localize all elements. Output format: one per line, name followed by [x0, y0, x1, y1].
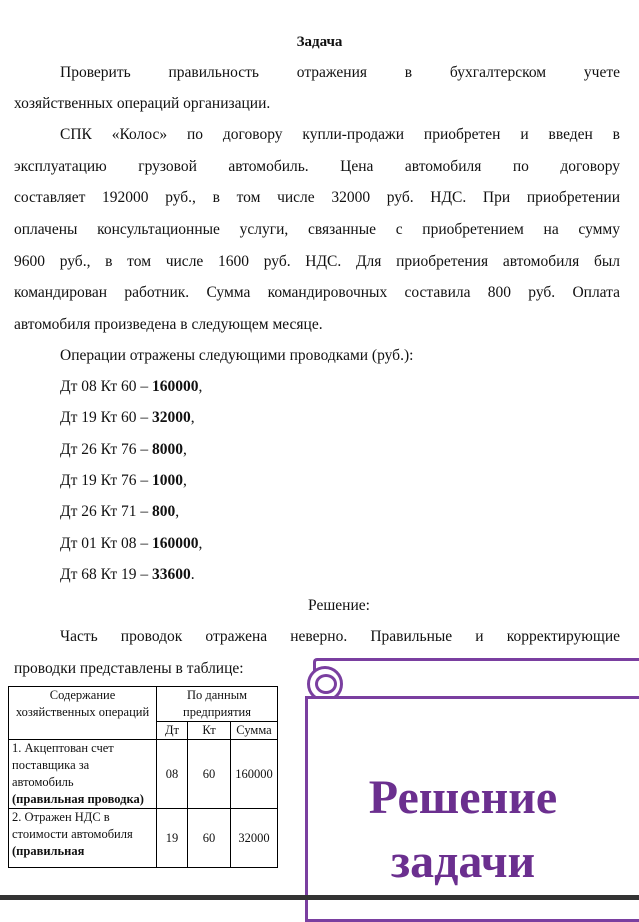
- table-cell-content: 2. Отражен НДС в стоимости автомобиля (правильная: [9, 809, 157, 868]
- entry-3: Дт 26 Кт 76 – 8000,: [60, 441, 187, 458]
- table-cell-content: 1. Акцептован счет поставщика за автомобиль (правильная проводка): [9, 740, 157, 809]
- table-cell-sum: 160000: [231, 740, 278, 809]
- para2-line5: 9600 руб., в том числе 1600 руб. НДС. Для приобретения автомобиля был: [14, 253, 620, 270]
- entries-table: [8, 686, 278, 868]
- para2-line1: СПК «Колос» по договору купли-продажи приобретен и введен в: [60, 126, 620, 143]
- table-cell-dt: 19: [157, 809, 188, 868]
- table-col-dt: Дт: [157, 722, 188, 740]
- table-row: [9, 809, 278, 868]
- table-header-company: По данным предприятия: [157, 687, 278, 722]
- table-col-sum: Сумма: [231, 722, 278, 740]
- table-cell-sum: 32000: [231, 809, 278, 868]
- bottom-edge: [0, 895, 639, 900]
- para1-line1: Проверить правильность отражения в бухгалтерском учете: [60, 64, 620, 81]
- solution-banner: [303, 656, 639, 906]
- doc-title: Задача: [296, 34, 343, 50]
- para2-line2: эксплуатацию грузовой автомобиль. Цена автомобиля по договору: [14, 158, 620, 175]
- para2-line3: составляет 192000 руб., в том числе 32000 руб. НДС. При приобретении: [14, 189, 620, 206]
- table-cell-kt: 60: [188, 740, 231, 809]
- table-cell-kt: 60: [188, 809, 231, 868]
- para3-line1: Часть проводок отражена неверно. Правильные и корректирующие: [60, 628, 620, 645]
- table-cell-dt: 08: [157, 740, 188, 809]
- para1-line2: хозяйственных операций организации.: [14, 95, 271, 112]
- entries-intro: Операции отражены следующими проводками (руб.):: [60, 347, 414, 364]
- entry-6: Дт 01 Кт 08 – 160000,: [60, 535, 203, 552]
- entry-7: Дт 68 Кт 19 – 33600.: [60, 566, 195, 583]
- para2-line7: автомобиля произведена в следующем месяце.: [14, 316, 323, 333]
- entry-5: Дт 26 Кт 71 – 800,: [60, 503, 180, 520]
- para2-line6: командирован работник. Сумма командировочных составила 800 руб. Оплата: [14, 284, 620, 301]
- table-header-content: Содержание хозяйственных операций: [9, 687, 157, 740]
- entry-1: Дт 08 Кт 60 – 160000,: [60, 378, 203, 395]
- banner-line1: Решение: [368, 771, 558, 824]
- entry-2: Дт 19 Кт 60 – 32000,: [60, 409, 195, 426]
- para2-line4: оплачены консультационные услуги, связанные с приобретением на сумму: [14, 221, 620, 238]
- para3-line2: проводки представлены в таблице:: [14, 660, 244, 677]
- table-row: [9, 740, 278, 809]
- solution-heading: Решение:: [308, 597, 370, 614]
- scroll-curl-inner-icon: [315, 674, 337, 694]
- table-col-kt: Кт: [188, 722, 231, 740]
- banner-line2: задачи: [390, 835, 536, 888]
- entry-4: Дт 19 Кт 76 – 1000,: [60, 472, 187, 489]
